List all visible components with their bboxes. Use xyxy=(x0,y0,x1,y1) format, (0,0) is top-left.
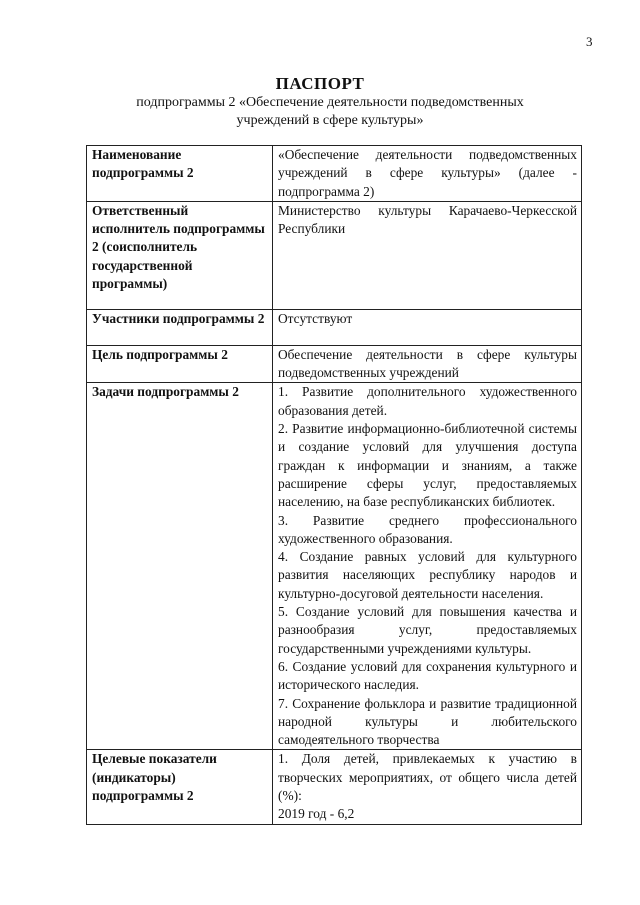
value-paragraph: Обеспечение деятельности в сфере культуры подведомственных учреждений xyxy=(278,346,577,381)
row-label-participants: Участники подпрограммы 2 xyxy=(87,309,273,345)
row-label-target-indicators: Целевые показатели (индикаторы) подпрограммы 2 xyxy=(87,750,273,824)
table-row xyxy=(87,750,582,824)
table-row xyxy=(87,383,582,750)
value-paragraph: «Обеспечение деятельности подведомственных учреждений в сфере культуры» (далее - подпрограмма 2) xyxy=(278,147,577,199)
row-value-responsible-executor xyxy=(273,201,582,309)
row-value-goal xyxy=(273,345,582,383)
document-subtitle: подпрограммы 2 «Обеспечение деятельности подведомственных учреждений в сфере культуры» xyxy=(136,95,524,128)
row-value-subprogram-name xyxy=(273,146,582,202)
document-title: ПАСПОРТ xyxy=(275,74,365,93)
row-value-participants xyxy=(273,309,582,345)
task-item: 5. Создание условий для повышения качества и разнообразия услуг, предоставляемых государственными учреждениями культуры. xyxy=(278,604,577,656)
value-paragraph: Отсутствуют xyxy=(278,310,353,326)
indicator-value: 2019 год - 6,2 xyxy=(278,806,355,822)
task-item: 6. Создание условий для сохранения культурного и исторического наследия. xyxy=(278,658,577,693)
table-row xyxy=(87,146,582,202)
value-paragraph: Министерство культуры Карачаево-Черкесской Республики xyxy=(278,202,577,237)
passport-table xyxy=(86,145,582,825)
task-item: 1. Развитие дополнительного художественного образования детей. xyxy=(278,384,577,418)
task-item: 4. Создание равных условий для культурного развития населяющих республику народов и культурно-досуговой деятельности населения. xyxy=(278,549,577,601)
page-number: 3 xyxy=(586,34,593,49)
table-row xyxy=(87,201,582,309)
row-value-tasks xyxy=(273,383,582,750)
table-row xyxy=(87,345,582,383)
task-item: 7. Сохранение фольклора и развитие традиционной народной культуры и любительского самодеятельного творчества xyxy=(278,695,577,748)
task-item: 2. Развитие информационно-библиотечной системы и создание условий для улучшения доступа граждан к информации и знаниям, а также расширение сферы услуг, предоставляемых населению, на базе республиканских библиотек. xyxy=(278,421,577,510)
row-label-goal: Цель подпрограммы 2 xyxy=(87,345,273,383)
row-label-subprogram-name: Наименование подпрограммы 2 xyxy=(87,146,273,202)
task-item: 3. Развитие среднего профессионального художественного образования. xyxy=(278,512,577,546)
table-row xyxy=(87,309,582,345)
row-label-tasks: Задачи подпрограммы 2 xyxy=(87,383,273,750)
indicator-item: 1. Доля детей, привлекаемых к участию в творческих мероприятиях, от общего числа детей (%): xyxy=(278,751,577,804)
row-label-responsible-executor: Ответственный исполнитель подпрограммы 2 (соисполнитель государственной программы) xyxy=(87,201,273,309)
row-value-target-indicators xyxy=(273,750,582,824)
